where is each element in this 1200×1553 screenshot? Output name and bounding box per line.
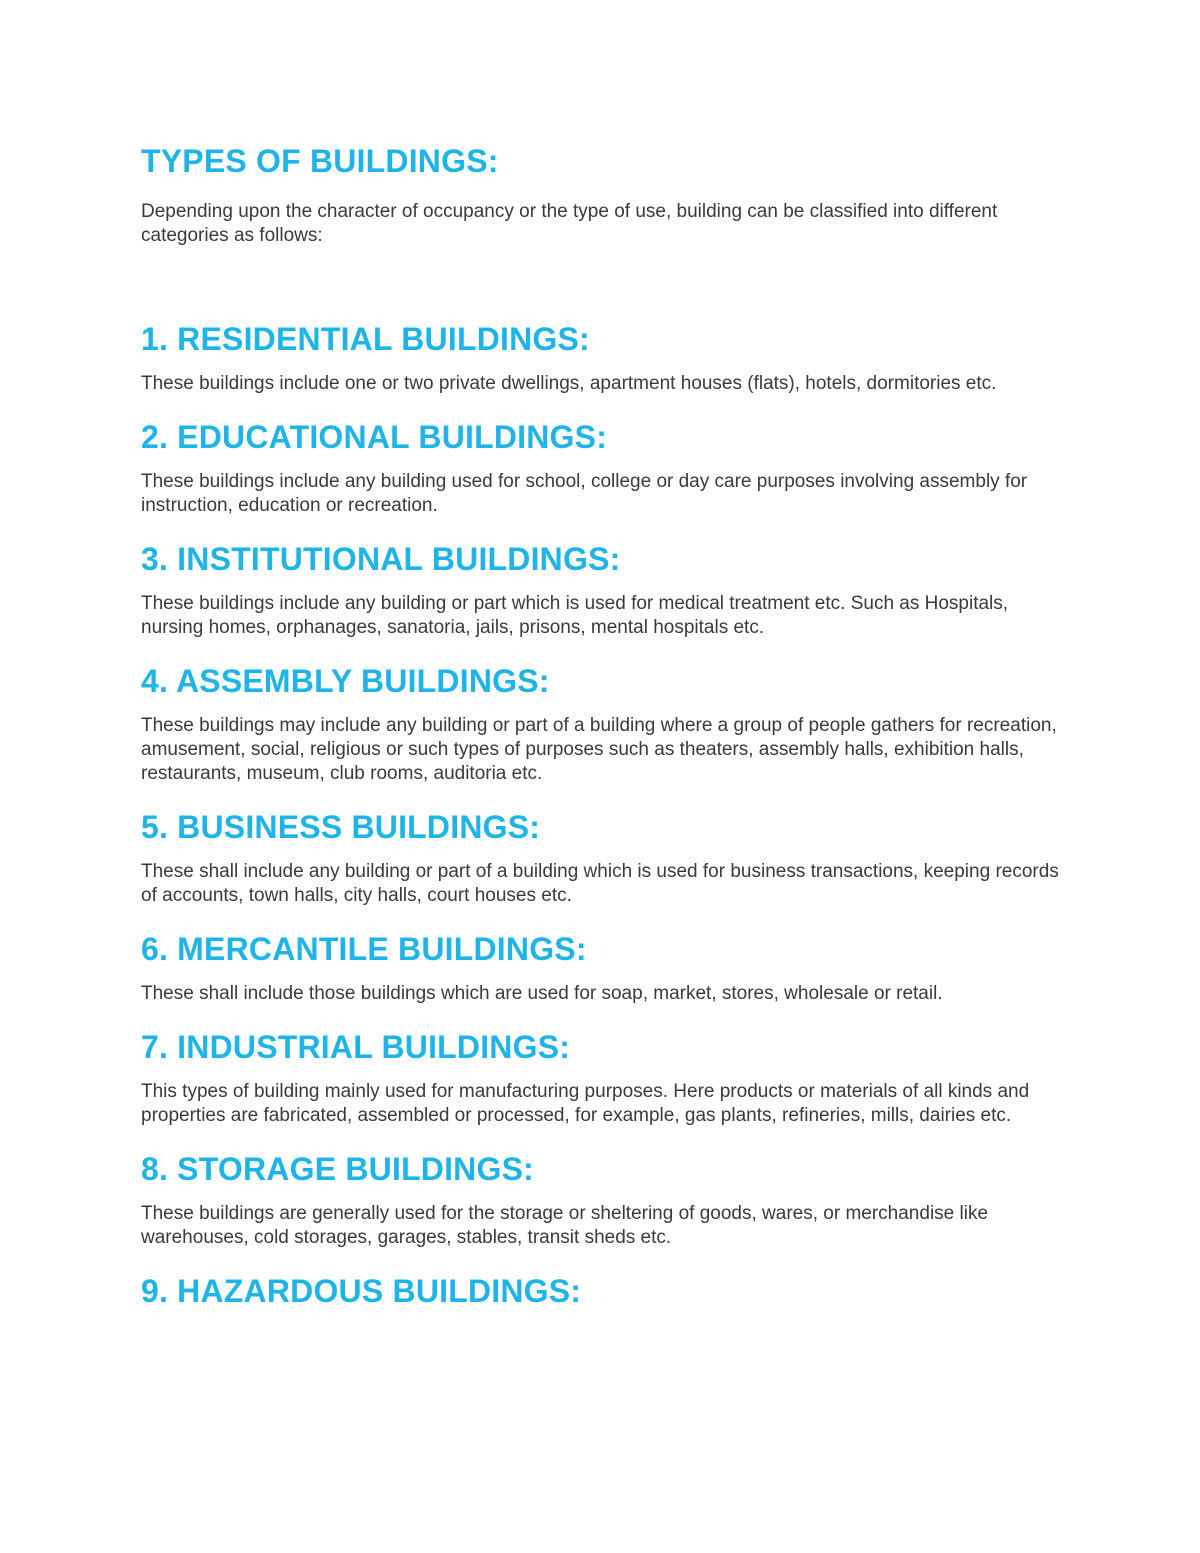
section-text: These shall include those buildings which are used for soap, market, stores, wholesale or retail. <box>141 983 943 1004</box>
section-text: These shall include any building or part of a building which is used for business transactions, keeping records of accounts, town halls, city halls, court houses etc. <box>141 861 1059 906</box>
section-text: These buildings may include any building or part of a building where a group of people gathers for recreation, amusement, social, religious or such types of purposes such as theaters, assembly halls, exhibition halls, restaurants, museum, club rooms, auditoria etc. <box>141 715 1057 784</box>
section-heading: 3. INSTITUTIONAL BUILDINGS: <box>141 541 621 577</box>
section-text: These buildings include one or two private dwellings, apartment houses (flats), hotels, dormitories etc. <box>141 373 997 394</box>
section-text: These buildings are generally used for the storage or sheltering of goods, wares, or merchandise like warehouses, cold storages, garages, stables, transit sheds etc. <box>141 1203 989 1248</box>
section-heading: 6. MERCANTILE BUILDINGS: <box>141 931 587 967</box>
building-types-list <box>141 320 1071 1310</box>
section-hazardous <box>141 1272 1071 1310</box>
section-business <box>141 808 1071 908</box>
section-institutional <box>141 540 1071 640</box>
section-text: These buildings include any building or part which is used for medical treatment etc. Such as Hospitals, nursing homes, orphanages, sanatoria, jails, prisons, mental hospitals etc. <box>141 593 1009 638</box>
section-text: These buildings include any building used for school, college or day care purposes involving assembly for instruction, education or recreation. <box>141 471 1028 516</box>
section-text: This types of building mainly used for manufacturing purposes. Here products or materials of all kinds and properties are fabricated, assembled or processed, for example, gas plants, refineries, mills, dairies etc. <box>141 1081 1030 1126</box>
intro-paragraph: Depending upon the character of occupancy or the type of use, building can be classified into different categories as follows: <box>141 201 998 246</box>
section-heading: 9. HAZARDOUS BUILDINGS: <box>141 1273 582 1309</box>
document-title: TYPES OF BUILDINGS: <box>141 143 499 179</box>
document-content <box>141 142 1071 1332</box>
section-storage <box>141 1150 1071 1250</box>
section-heading: 5. BUSINESS BUILDINGS: <box>141 809 541 845</box>
section-heading: 4. ASSEMBLY BUILDINGS: <box>141 663 550 699</box>
section-industrial <box>141 1028 1071 1128</box>
section-heading: 1. RESIDENTIAL BUILDINGS: <box>141 321 590 357</box>
section-educational <box>141 418 1071 518</box>
section-heading: 8. STORAGE BUILDINGS: <box>141 1151 534 1187</box>
section-assembly <box>141 662 1071 786</box>
section-residential <box>141 320 1071 396</box>
section-mercantile <box>141 930 1071 1006</box>
section-heading: 2. EDUCATIONAL BUILDINGS: <box>141 419 608 455</box>
section-heading: 7. INDUSTRIAL BUILDINGS: <box>141 1029 571 1065</box>
